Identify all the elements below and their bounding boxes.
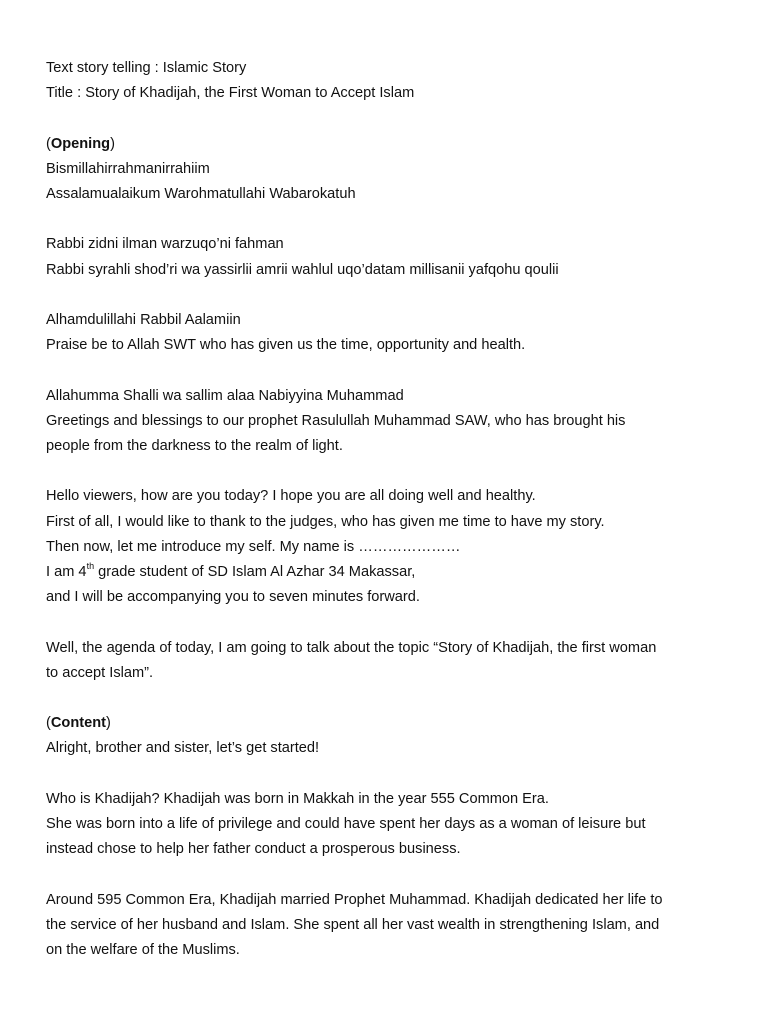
spacer (46, 862, 736, 887)
paragraph-2-line-b: the service of her husband and Islam. She spent all her vast wealth in strengthening Islam, and (46, 916, 660, 933)
agenda-line-b: to accept Islam”. (46, 664, 154, 681)
storytelling-line: Text story telling : Islamic Story (46, 60, 247, 76)
shalawat-line-2b: people from the darkness to the realm of light. (46, 437, 343, 454)
greeting-line-3: Then now, let me introduce my self. My name is ………………… (46, 538, 461, 555)
basmalah-line: Bismillahirrahmanirrahiim (46, 160, 210, 177)
praise-line-1: Alhamdulillahi Rabbil Aalamiin (46, 311, 241, 328)
spacer (46, 762, 736, 787)
greeting-line-5: and I will be accompanying you to seven minutes forward. (46, 589, 420, 606)
paragraph-1-line-c: instead chose to help her father conduct a prosperous business. (46, 841, 461, 858)
content-heading-word: Content (50, 715, 106, 732)
content-start-line: Alright, brother and sister, let’s get started! (46, 740, 320, 757)
ordinal-suffix: th (86, 561, 95, 572)
greeting-line-1: Hello viewers, how are you today? I hope you are all doing well and healthy. (46, 488, 536, 505)
shalawat-line-2a: Greetings and blessings to our prophet Rasulullah Muhammad SAW, who has brought his (46, 412, 626, 429)
prayer-line-2: Rabbi syrahli shod’ri wa yassirlii amrii wahlul uqo’datam millisanii yafqohu qoulii (46, 261, 559, 278)
paragraph-1-line-b: She was born into a life of privilege and could have spent her days as a woman of leisure but (46, 815, 646, 832)
spacer (46, 610, 736, 635)
greeting-line-2: First of all, I would like to thank to the judges, who has given me time to have my story. (46, 513, 605, 530)
spacer (46, 686, 736, 711)
paragraph-1-line-a: Who is Khadijah? Khadijah was born in Makkah in the year 555 Common Era. (46, 790, 549, 807)
document-page (46, 56, 736, 963)
greeting-line-4: I am 4th grade student of SD Islam Al Azhar 34 Makassar, (46, 561, 416, 580)
spacer (46, 459, 736, 484)
opening-heading-word: Opening (50, 135, 111, 152)
spacer (46, 358, 736, 383)
content-heading: (Content) (46, 715, 111, 732)
paragraph-2-line-c: on the welfare of the Muslims. (46, 941, 240, 958)
agenda-line-a: Well, the agenda of today, I am going to talk about the topic “Story of Khadijah, the first woman (46, 639, 657, 656)
title-line: Title : Story of Khadijah, the First Woman to Accept Islam (46, 85, 415, 102)
paragraph-2-line-a: Around 595 Common Era, Khadijah married Prophet Muhammad. Khadijah dedicated her life to (46, 891, 663, 908)
spacer (46, 283, 736, 308)
spacer (46, 207, 736, 232)
spacer (46, 106, 736, 131)
opening-heading: (Opening) (46, 135, 115, 152)
salam-line: Assalamualaikum Warohmatullahi Wabarokatuh (46, 186, 356, 202)
prayer-line-1: Rabbi zidni ilman warzuqo’ni fahman (46, 236, 284, 253)
praise-line-2: Praise be to Allah SWT who has given us the time, opportunity and health. (46, 337, 526, 354)
shalawat-line-1: Allahumma Shalli wa sallim alaa Nabiyyina Muhammad (46, 387, 404, 404)
